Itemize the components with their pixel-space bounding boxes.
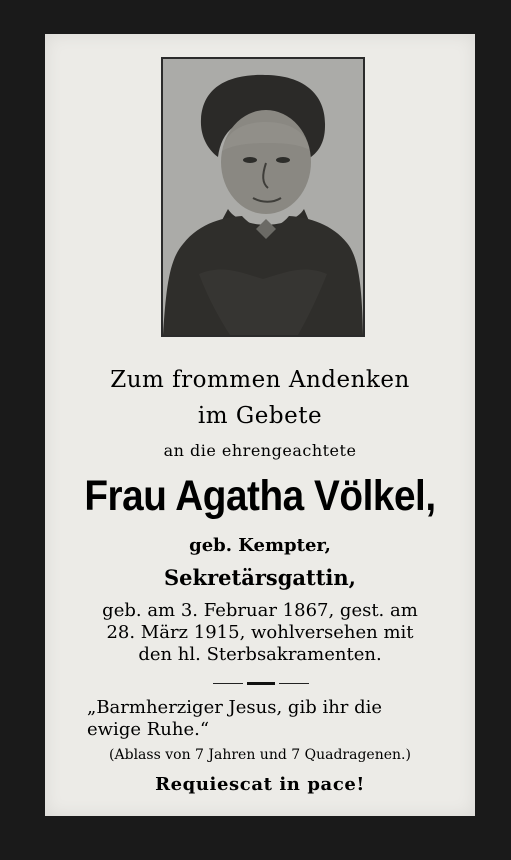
dedication-text: an die ehrengeachtete xyxy=(163,441,357,460)
ornamental-divider xyxy=(213,682,309,685)
portrait-photo xyxy=(161,57,365,337)
heading-line-1: Zum frommen Andenken xyxy=(110,367,410,393)
sacraments-line: den hl. Sterbsakramenten. xyxy=(138,644,382,665)
prayer-line-2: ewige Ruhe.“ xyxy=(87,719,210,740)
prayer-line-1: „Barmherziger Jesus, gib ihr die xyxy=(87,697,383,718)
closing-blessing: Requiescat in pace! xyxy=(155,774,365,795)
life-dates-line-2: 28. März 1915, wohlversehen mit xyxy=(106,622,414,643)
life-dates-line-1: geb. am 3. Februar 1867, gest. am xyxy=(102,600,418,621)
occupation: Sekretärsgattin, xyxy=(164,565,356,590)
indulgence-note: (Ablass von 7 Jahren und 7 Quadragenen.) xyxy=(109,747,411,763)
memorial-card xyxy=(45,34,475,816)
heading-line-2: im Gebete xyxy=(197,403,323,429)
birth-name: geb. Kempter, xyxy=(189,535,331,556)
portrait-image xyxy=(163,59,363,335)
deceased-name: Frau Agatha Völkel, xyxy=(84,472,436,520)
